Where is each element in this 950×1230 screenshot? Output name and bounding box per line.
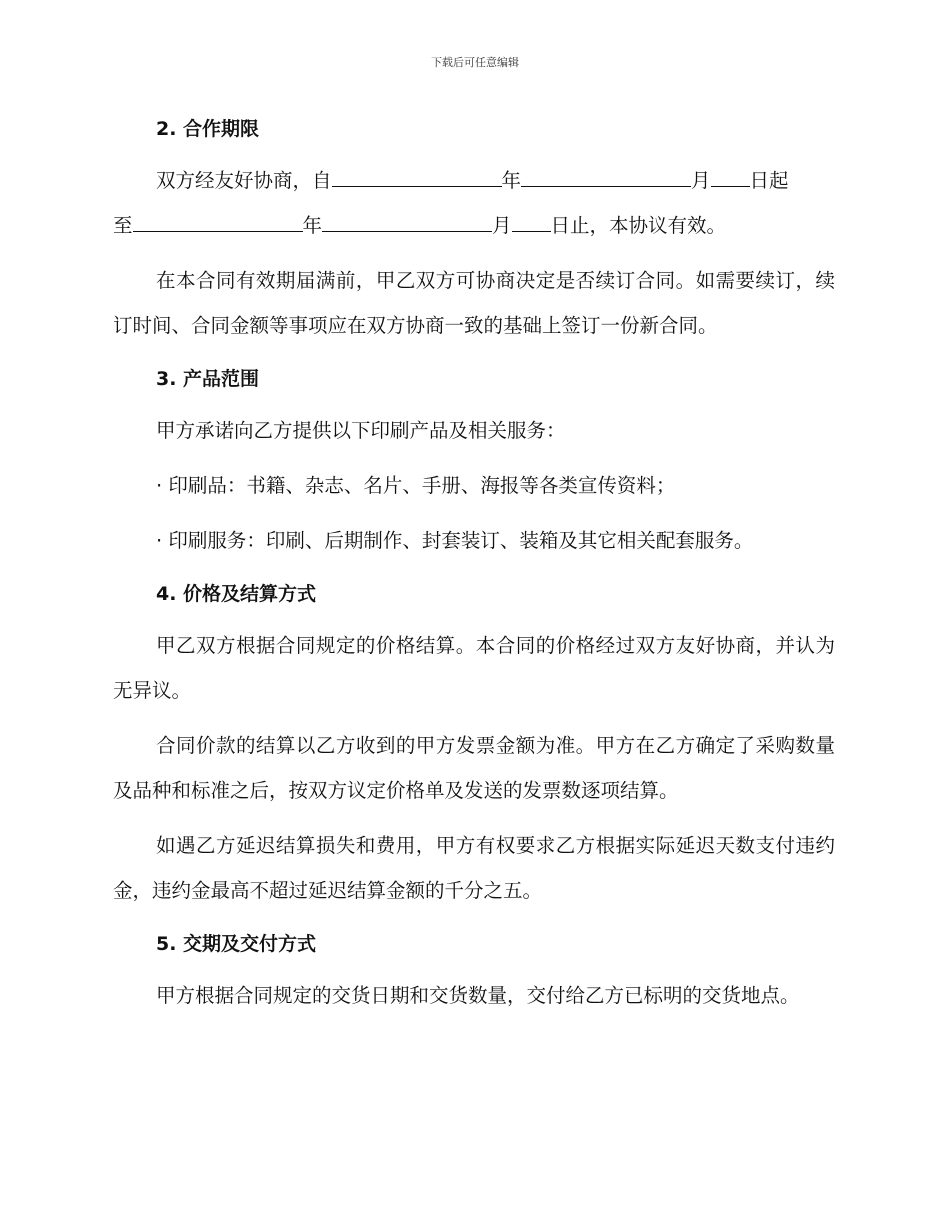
start-day-blank: [711, 167, 750, 187]
start-year-blank: [332, 167, 502, 187]
section-heading-product-scope: 3. 产品范围: [156, 368, 260, 390]
page-header: 下载后可任意编辑: [431, 56, 519, 69]
end-year-blank: [133, 212, 303, 232]
start-day-suffix: 日起: [749, 169, 789, 192]
start-month-blank: [521, 167, 691, 187]
section-heading-cooperation-term: 2. 合作期限: [156, 118, 260, 140]
end-day-suffix: 日止，本协议有效。: [550, 214, 727, 237]
term-end-line: [113, 203, 835, 248]
start-year-label: 年: [501, 169, 522, 192]
term-start-line: [113, 158, 835, 203]
bullet-print-services: · 印刷服务：印刷、后期制作、封套装订、装箱及其它相关配套服务。: [156, 529, 754, 552]
section-heading-price-settlement: 4. 价格及结算方式: [156, 583, 317, 605]
delivery-paragraph: 甲方根据合同规定的交货日期和交货数量，交付给乙方已标明的交货地点。: [156, 984, 800, 1007]
end-year-label: 年: [302, 214, 323, 237]
end-month-label: 月: [492, 214, 512, 237]
start-month-label: 月: [691, 169, 711, 192]
term-start-prefix: 双方经友好协商，自: [156, 169, 332, 192]
end-month-blank: [322, 212, 492, 232]
bullet-print-products: · 印刷品：书籍、杂志、名片、手册、海报等各类宣传资料；: [156, 474, 676, 497]
penalty-paragraph: 如遇乙方延迟结算损失和费用，甲方有权要求乙方根据实际延迟天数支付违约金，违约金最高不超过延迟结算金额的千分之五。: [113, 834, 835, 902]
renewal-paragraph: 在本合同有效期届满前，甲乙双方可协商决定是否续订合同。如需要续订，续订时间、合同金额等事项应在双方协商一致的基础上签订一份新合同。: [113, 269, 835, 337]
settlement-paragraph: 合同价款的结算以乙方收到的甲方发票金额为准。甲方在乙方确定了采购数量及品种和标准之后，按双方议定价格单及发送的发票数逐项结算。: [113, 734, 835, 802]
product-scope-intro: 甲方承诺向乙方提供以下印刷产品及相关服务：: [156, 419, 566, 442]
price-paragraph: 甲乙双方根据合同规定的价格结算。本合同的价格经过双方友好协商，并认为无异议。: [113, 634, 835, 702]
section-heading-delivery: 5. 交期及交付方式: [156, 933, 317, 955]
term-end-prefix: 至: [113, 214, 133, 237]
document-body: [113, 110, 835, 1018]
end-day-blank: [512, 212, 551, 232]
